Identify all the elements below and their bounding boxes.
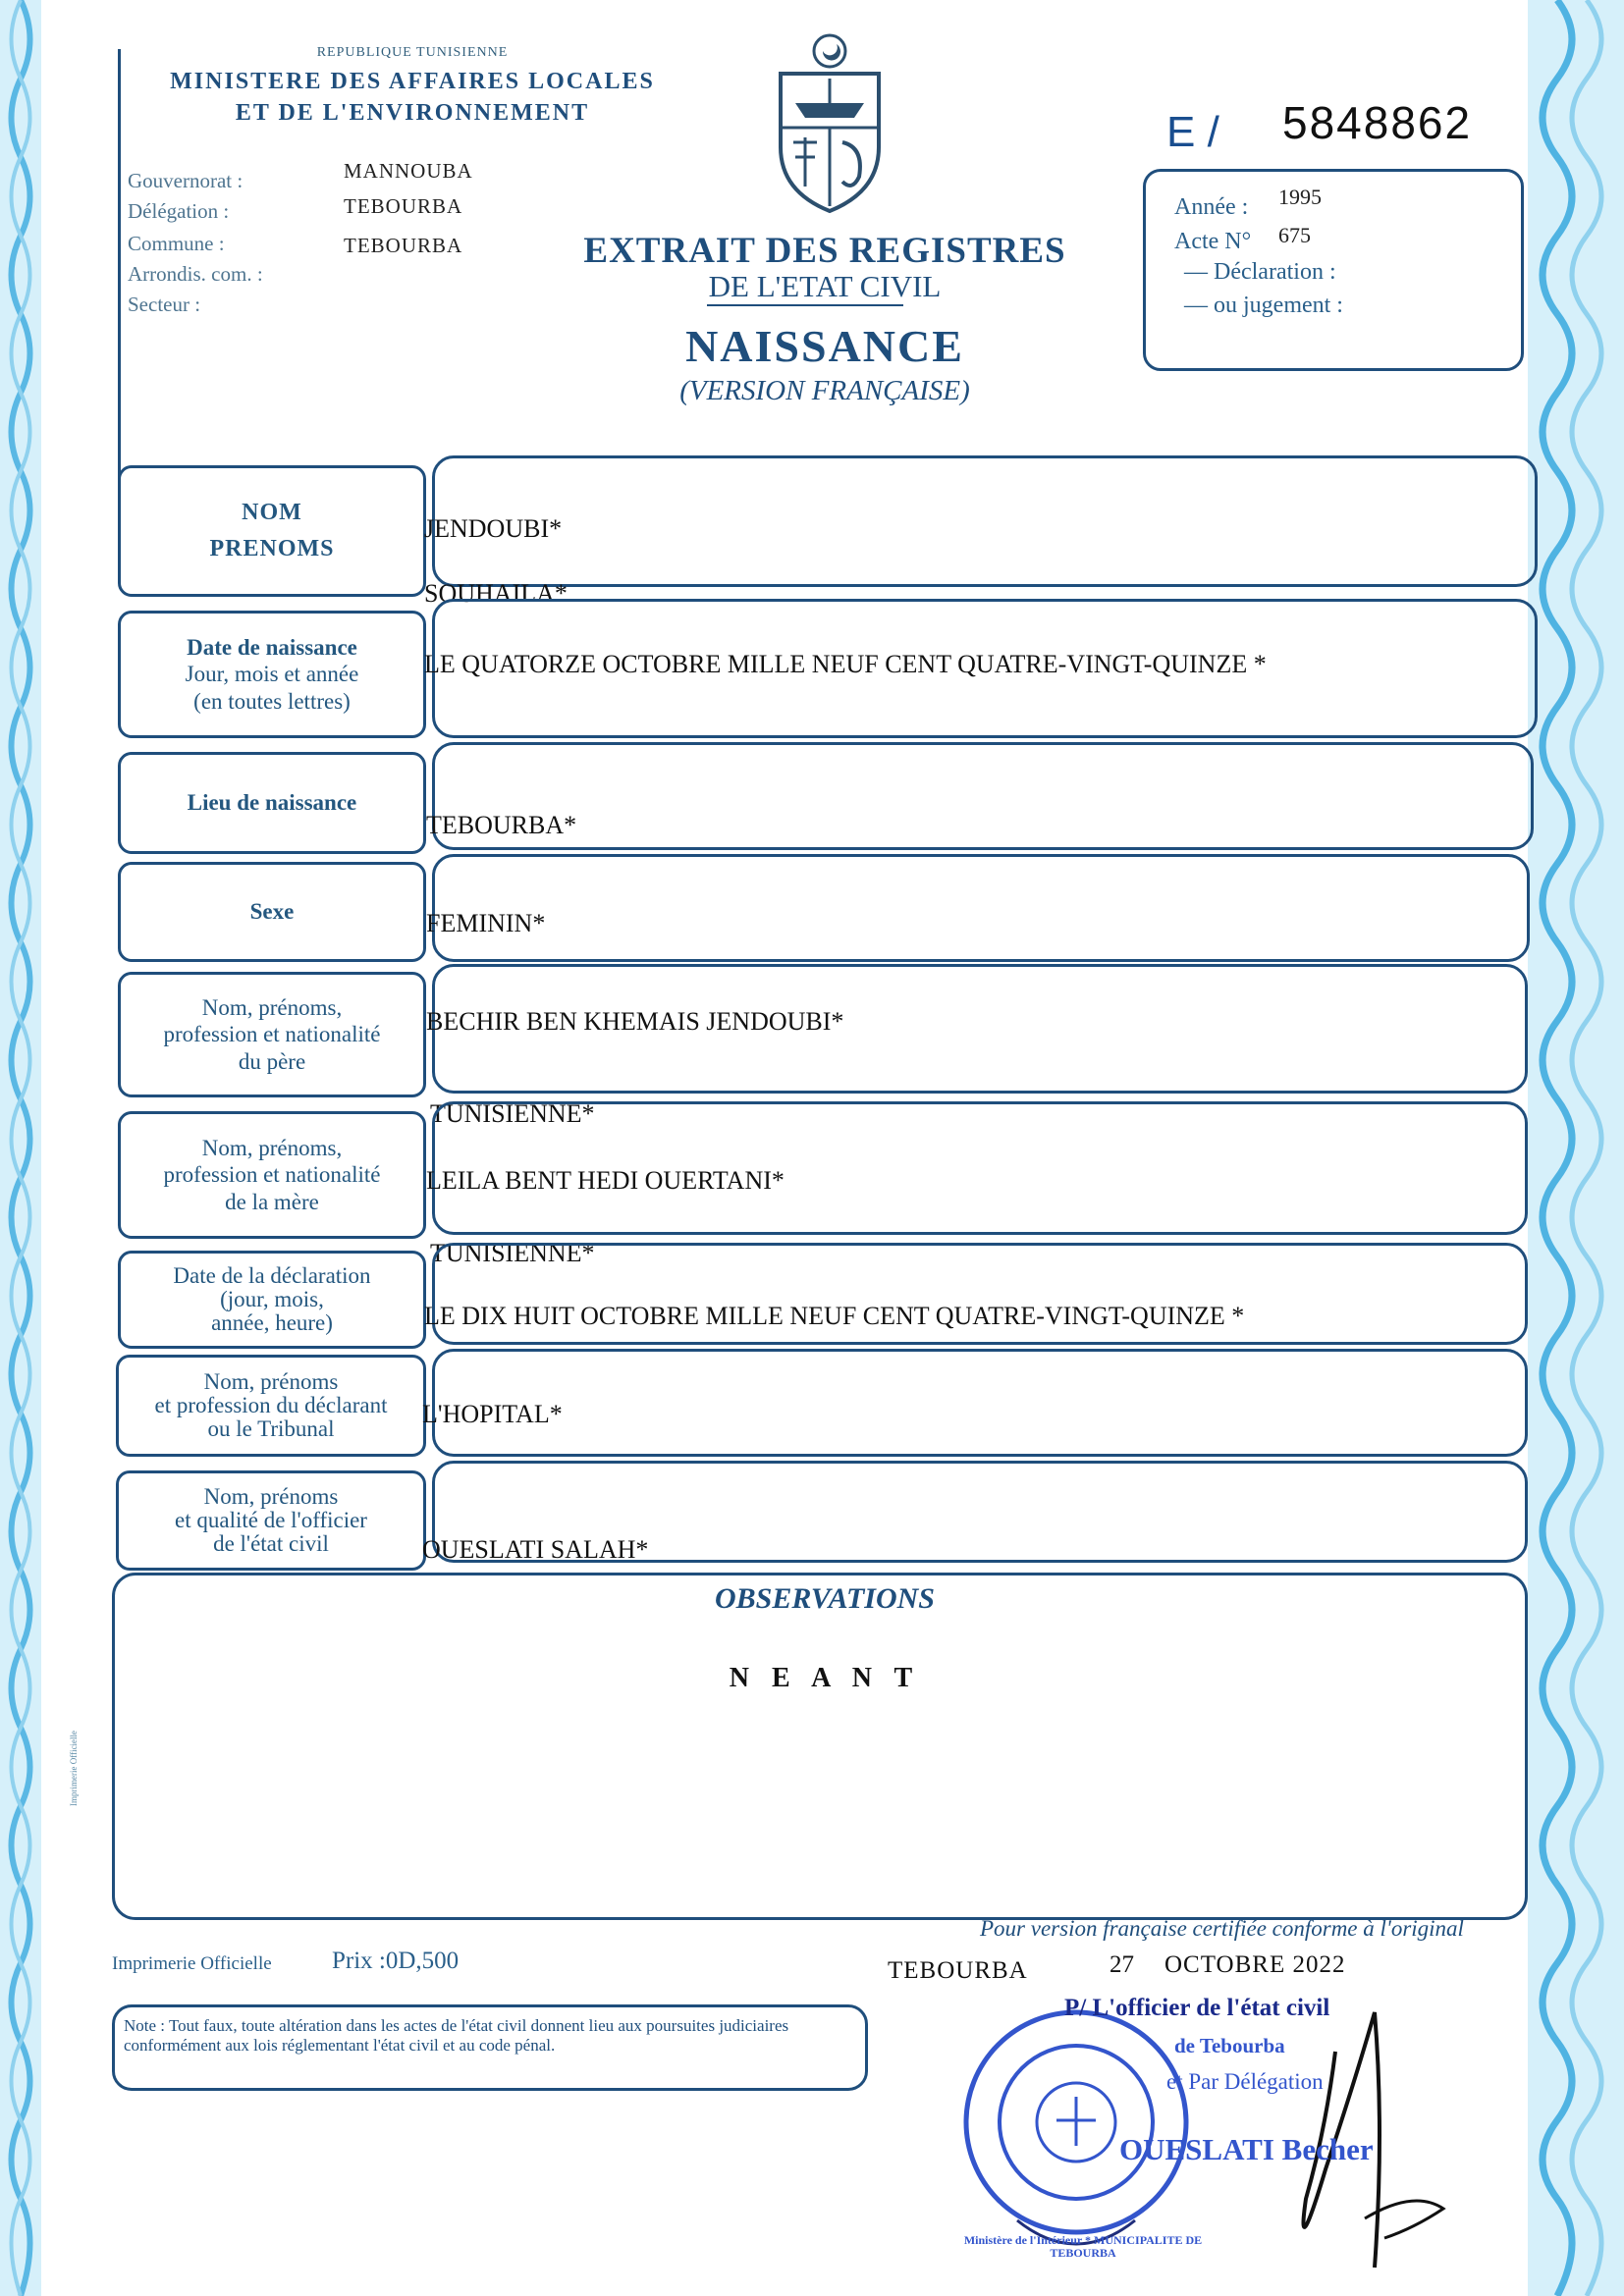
label-decl-1: Date de la déclaration	[173, 1262, 371, 1288]
footer-day: 27	[1110, 1951, 1134, 1978]
label-prenoms: PRENOMS	[209, 536, 335, 561]
observations-value: N E A N T	[729, 1663, 921, 1693]
acte-value: 675	[1278, 223, 1311, 247]
value-sexe: FEMININ*	[426, 909, 546, 937]
republic-label: REPUBLIQUE TUNISIENNE	[316, 45, 509, 60]
admin-value-commune: TEBOURBA	[344, 234, 463, 257]
value-box-declarant	[432, 1349, 1528, 1457]
acte-label: Acte N°	[1174, 229, 1252, 254]
side-imprint: Imprimerie Officielle	[69, 1730, 79, 1806]
ministry-line1: MINISTERE DES AFFAIRES LOCALES	[170, 69, 655, 94]
note-text: Note : Tout faux, toute altération dans les actes de l'état civil donnent lieu aux poursuites judiciaires conformément aux lois réglementant l'état civil et au code pénal.	[124, 2016, 789, 2056]
admin-value-gouvernorat: MANNOUBA	[344, 159, 473, 183]
stamp-ring-text: Ministère de l'Intérieur * MUNICIPALITE DE TEBOURBA	[963, 2233, 1203, 2261]
jugement-label: — ou jugement :	[1184, 293, 1343, 318]
label-date-naissance-2: Jour, mois et année	[185, 662, 359, 687]
annee-value: 1995	[1278, 185, 1322, 209]
serial-number: 5848862	[1282, 97, 1473, 148]
tunisia-coat-of-arms-icon	[766, 29, 893, 216]
admin-label-delegation: Délégation :	[128, 199, 230, 223]
value-mere: LEILA BENT HEDI OUERTANI*	[426, 1166, 785, 1195]
label-declarant-3: ou le Tribunal	[207, 1416, 335, 1442]
annee-label: Année :	[1174, 194, 1249, 220]
label-mere-1: Nom, prénoms,	[201, 1135, 343, 1160]
value-pere-nationalite: TUNISIENNE*	[430, 1099, 595, 1128]
label-decl-3: année, heure)	[211, 1310, 333, 1336]
label-nom: NOM	[242, 500, 302, 526]
value-box-lieu	[432, 742, 1534, 850]
title-main: NAISSANCE	[685, 321, 964, 371]
serial-prefix: E /	[1166, 108, 1219, 156]
stamp-line2: de Tebourba	[1174, 2034, 1285, 2057]
label-pere-1: Nom, prénoms,	[201, 994, 343, 1020]
stamp-line1: P/ L'officier de l'état civil	[1064, 1995, 1330, 2021]
title-line2: DE L'ETAT CIVIL	[708, 269, 942, 303]
observations-title: OBSERVATIONS	[715, 1582, 935, 1615]
label-nom-prenoms	[118, 465, 426, 597]
title-version: (VERSION FRANÇAISE)	[679, 375, 970, 406]
admin-label-commune: Commune :	[128, 232, 225, 255]
label-lieu-naissance	[118, 752, 426, 854]
observations-box	[112, 1573, 1528, 1920]
label-officier-2: et qualité de l'officier	[175, 1507, 367, 1532]
label-officier-3: de l'état civil	[213, 1531, 329, 1557]
value-box-sexe	[432, 854, 1530, 962]
label-lieu-text: Lieu de naissance	[187, 790, 357, 816]
value-mere-nationalite: TUNISIENNE*	[430, 1239, 595, 1267]
title-line1: EXTRAIT DES REGISTRES	[583, 231, 1066, 271]
admin-label-secteur: Secteur :	[128, 293, 201, 316]
label-date-declaration	[118, 1251, 426, 1349]
prix-label: Prix :0D,500	[332, 1948, 460, 1974]
label-pere-3: du père	[238, 1048, 306, 1074]
left-guilloche-border	[0, 0, 41, 2296]
label-officier-1: Nom, prénoms	[203, 1483, 339, 1509]
value-lieu: TEBOURBA*	[426, 811, 577, 839]
title-underline	[707, 304, 903, 306]
stamp-signatory: OUESLATI Becher	[1119, 2132, 1374, 2166]
label-sexe-text: Sexe	[249, 899, 295, 925]
admin-value-delegation: TEBOURBA	[344, 194, 463, 218]
admin-label-gouvernorat: Gouvernorat :	[128, 169, 244, 192]
value-nom: JENDOUBI*	[424, 514, 563, 543]
value-date-naissance: LE QUATORZE OCTOBRE MILLE NEUF CENT QUATRE-VINGT-QUINZE *	[424, 650, 1267, 678]
label-pere	[118, 972, 426, 1097]
label-date-naissance-1: Date de naissance	[187, 634, 357, 660]
admin-label-arrondissement: Arrondis. com. :	[128, 262, 263, 286]
stamp-line3: et Par Délégation	[1166, 2069, 1324, 2094]
value-date-declaration: LE DIX HUIT OCTOBRE MILLE NEUF CENT QUATRE-VINGT-QUINZE *	[424, 1302, 1245, 1330]
value-box-nom	[432, 455, 1538, 587]
label-mere-3: de la mère	[225, 1189, 319, 1214]
label-decl-2: (jour, mois,	[220, 1286, 324, 1311]
footer-place: TEBOURBA	[888, 1957, 1028, 1984]
label-declarant-2: et profession du déclarant	[154, 1392, 388, 1417]
certified-statement: Pour version française certifiée conforme à l'original	[980, 1916, 1464, 1941]
value-officier: OUESLATI SALAH*	[422, 1535, 649, 1564]
value-pere: BECHIR BEN KHEMAIS JENDOUBI*	[426, 1007, 844, 1036]
declaration-label: — Déclaration :	[1184, 259, 1336, 285]
ministry-line2: ET DE L'ENVIRONNEMENT	[235, 100, 590, 126]
label-mere-2: profession et nationalité	[163, 1162, 381, 1188]
label-declarant	[116, 1355, 426, 1457]
header-left-rule	[118, 49, 121, 510]
right-guilloche-border	[1528, 0, 1624, 2296]
footer-month-year: OCTOBRE 2022	[1164, 1951, 1346, 1978]
label-pere-2: profession et nationalité	[163, 1022, 381, 1047]
label-date-naissance	[118, 611, 426, 738]
label-declarant-1: Nom, prénoms	[203, 1368, 339, 1394]
label-date-naissance-3: (en toutes lettres)	[193, 688, 351, 714]
label-sexe	[118, 862, 426, 962]
imprimerie-label: Imprimerie Officielle	[112, 1953, 272, 1974]
label-mere	[118, 1111, 426, 1239]
value-prenoms: SOUHAILA*	[424, 579, 568, 608]
label-officier	[116, 1470, 426, 1571]
value-declarant: L'HOPITAL*	[422, 1400, 563, 1428]
